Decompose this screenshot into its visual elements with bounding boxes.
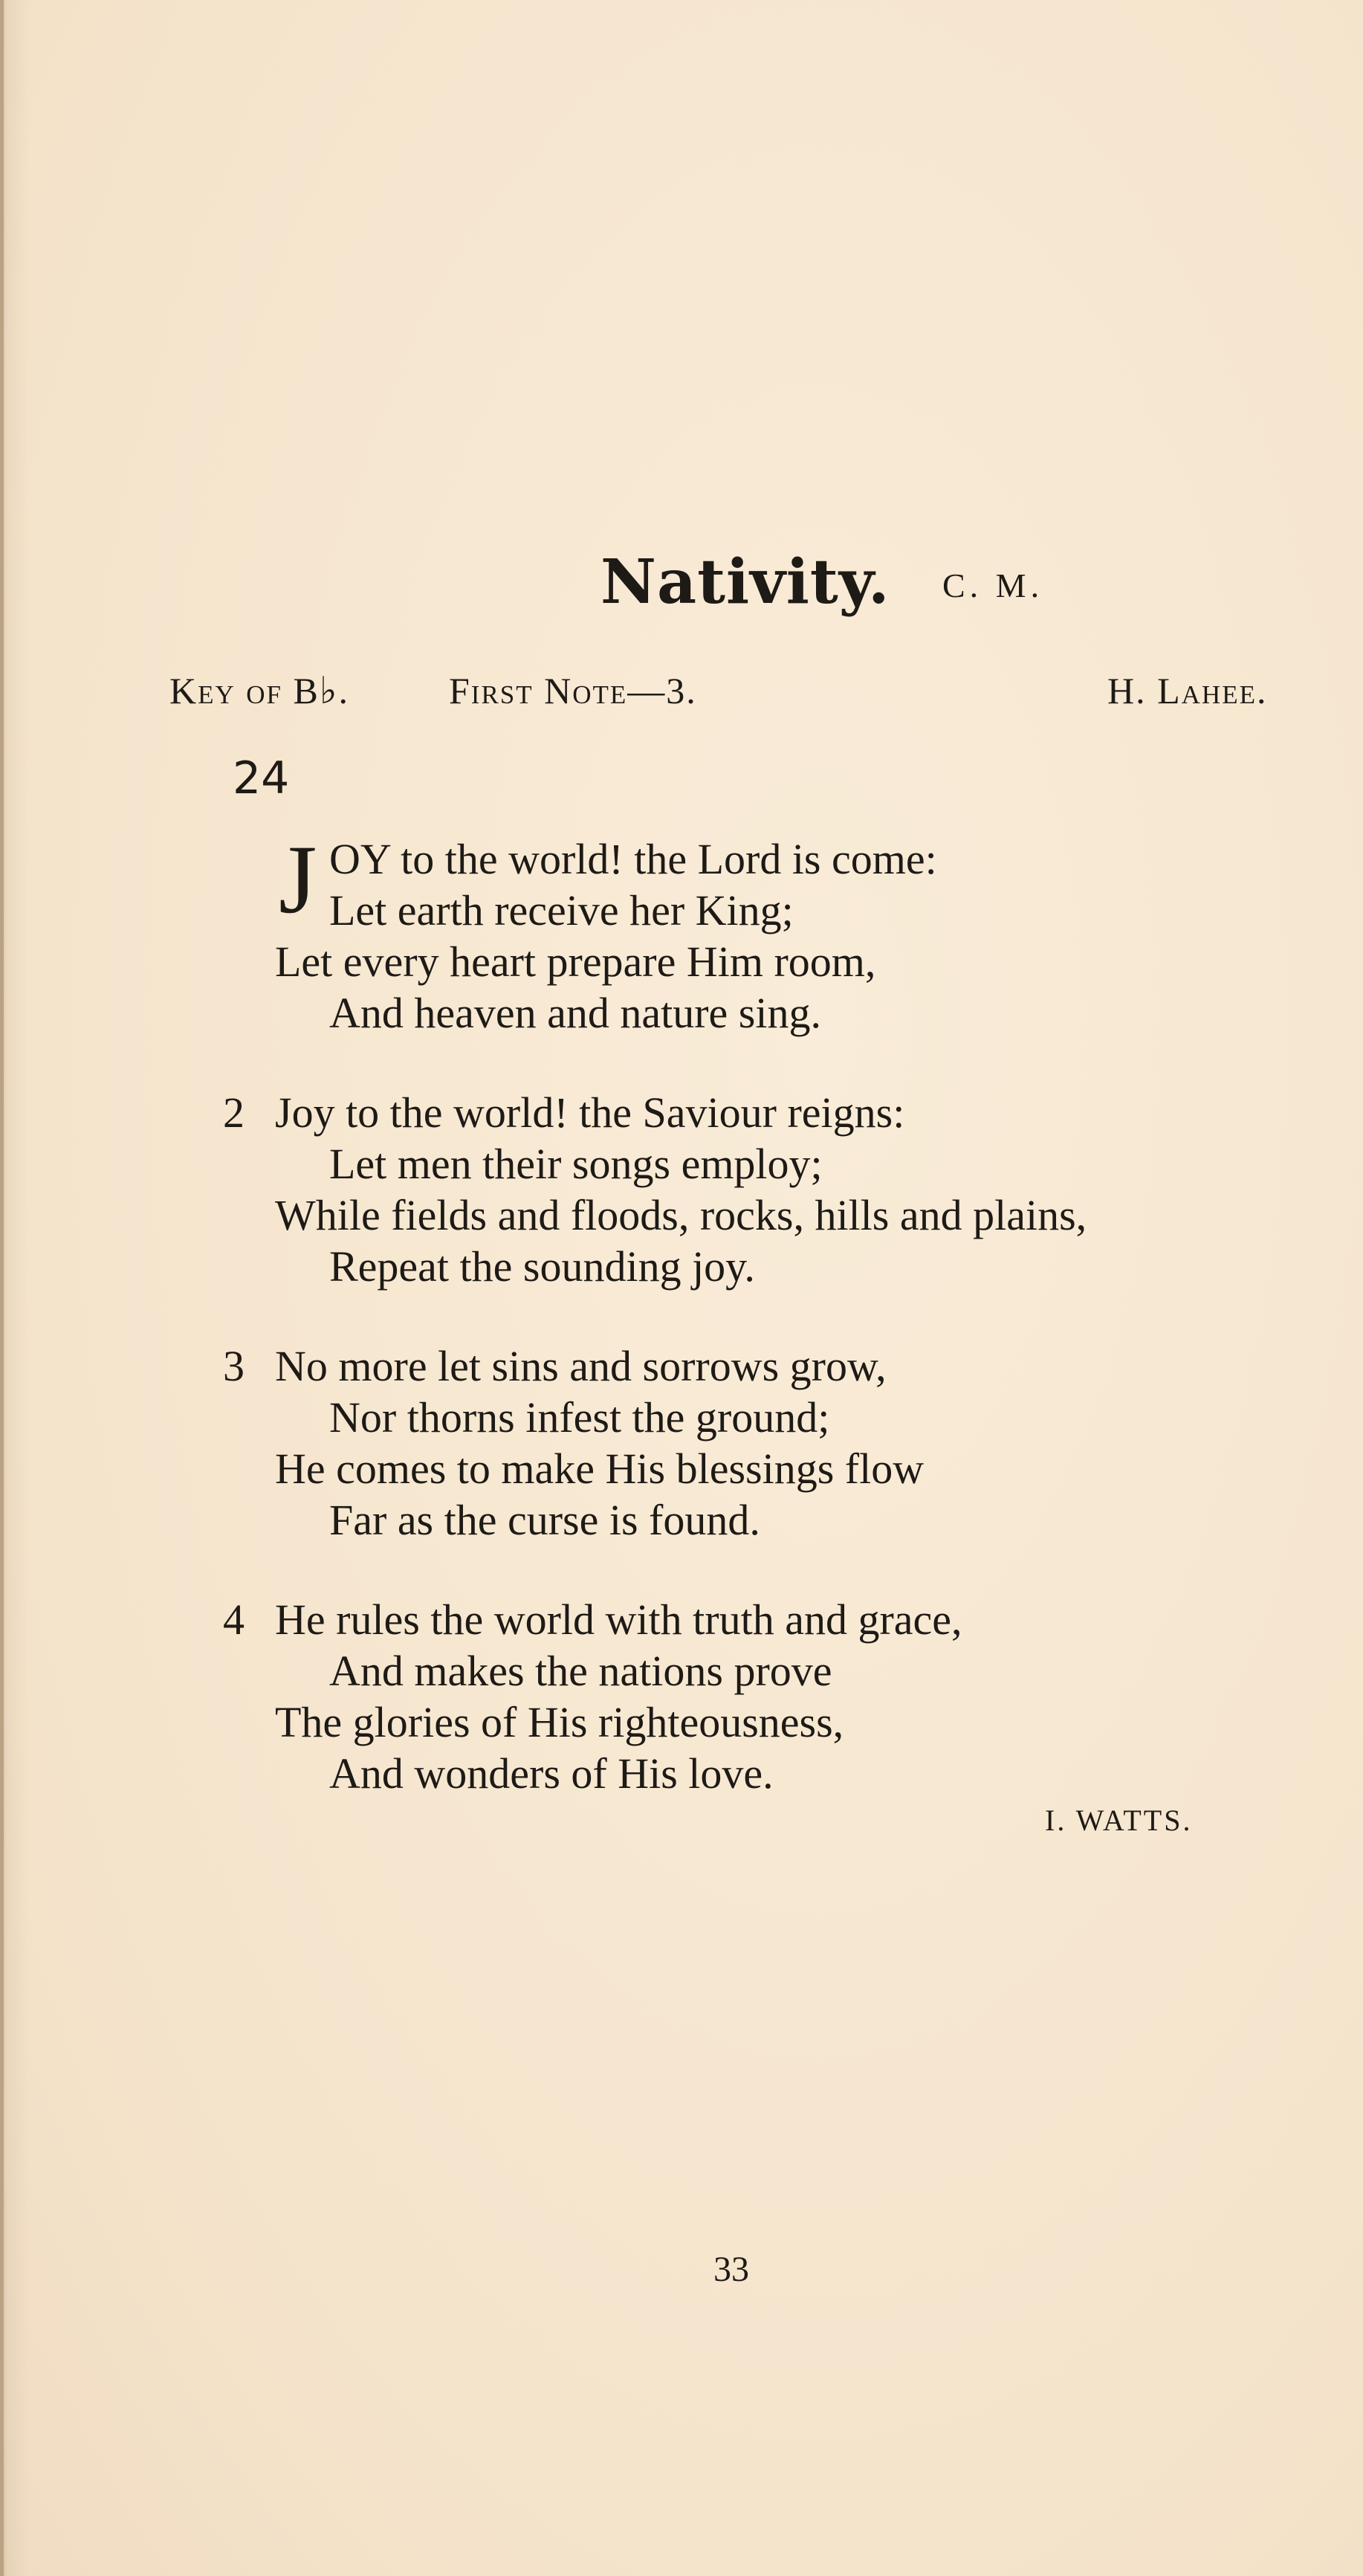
verse2-number: 2 (223, 1088, 245, 1137)
verse4-line3: The glories of His righteousness, (275, 1698, 844, 1746)
key-row (0, 669, 1363, 729)
key-label: Key of B♭. (169, 670, 349, 711)
hymn-tune-title: Nativity. (600, 546, 890, 618)
verse4-line1: He rules the world with truth and grace, (275, 1595, 962, 1644)
composer-label: H. Lahee. (1107, 670, 1268, 711)
verse4-number: 4 (223, 1595, 245, 1644)
verse3-line3: He comes to make His blessings flow (275, 1444, 925, 1493)
page-number: 33 (713, 2250, 749, 2289)
verse1-line1: OY to the world! the Lord is come: (329, 835, 937, 883)
verse1-line2: Let earth receive her King; (329, 886, 794, 934)
verse2-line2: Let men their songs employ; (329, 1140, 823, 1188)
verse2-line1: Joy to the world! the Saviour reigns: (275, 1088, 905, 1137)
verse3-line4: Far as the curse is found. (329, 1496, 760, 1544)
verse1-line4: And heaven and nature sing. (329, 989, 821, 1037)
verse3-line2: Nor thorns infest the ground; (329, 1393, 830, 1442)
verse2-line4: Repeat the sounding joy. (329, 1242, 755, 1291)
verse3-line1: No more let sins and sorrows grow, (275, 1342, 887, 1390)
verse4-line4: And wonders of His love. (329, 1749, 774, 1798)
first-note-label: First Note—3. (449, 670, 697, 711)
verse3-number: 3 (223, 1342, 245, 1390)
drop-cap: J (279, 824, 317, 934)
verse4-line2: And makes the nations prove (329, 1647, 832, 1695)
page-edge (0, 0, 4, 2576)
hymn-number: 24 (233, 752, 290, 804)
meter-label: C. M. (942, 566, 1044, 604)
author-attribution: I. WATTS. (1045, 1804, 1193, 1837)
title-row (0, 546, 1363, 636)
verse2-line3: While fields and floods, rocks, hills and plains, (275, 1191, 1087, 1239)
verse1-line3: Let every heart prepare Him room, (275, 937, 876, 986)
